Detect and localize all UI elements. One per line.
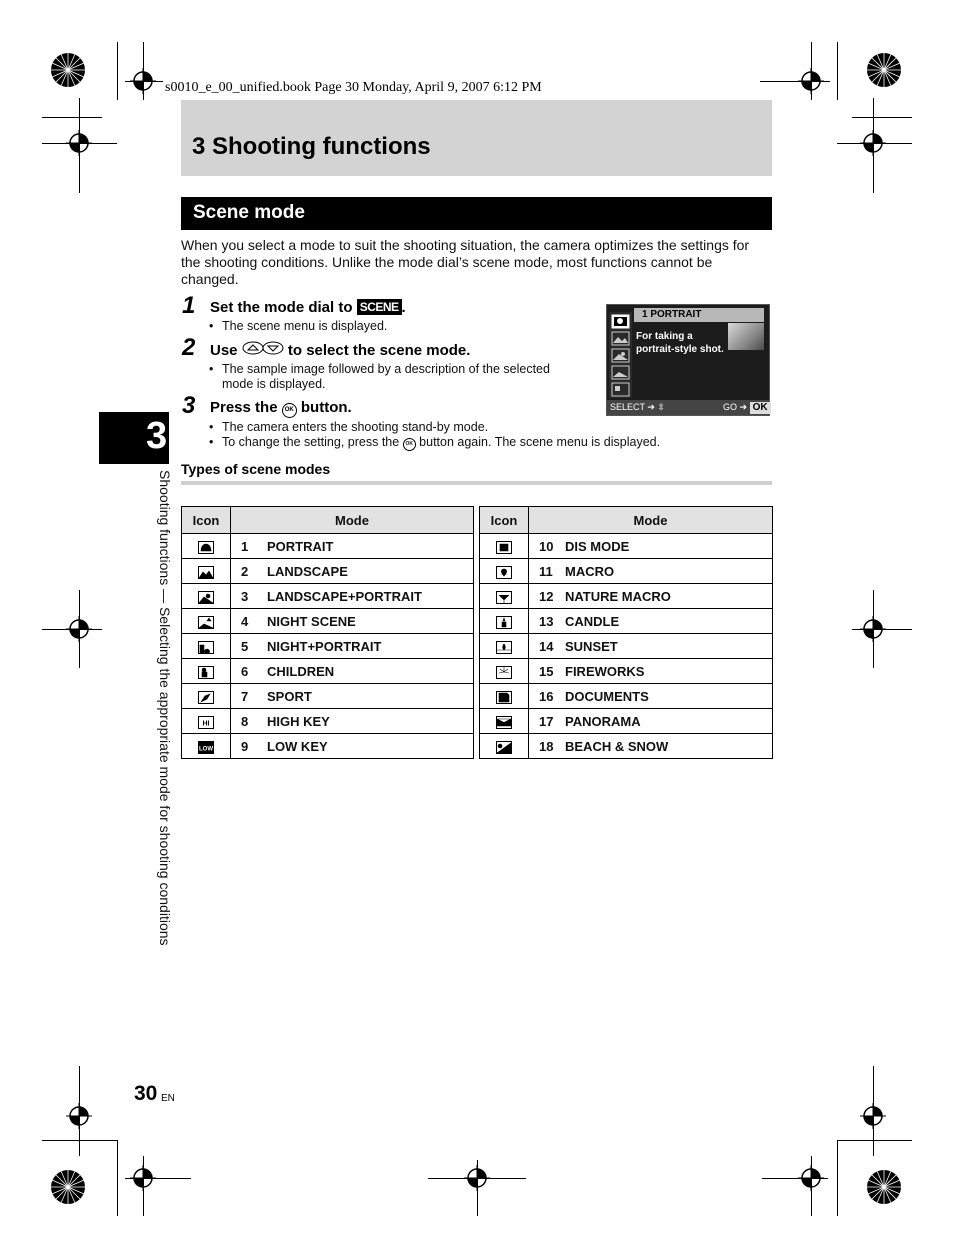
mode-cell xyxy=(231,534,474,559)
mode-name: LANDSCAPE+PORTRAIT xyxy=(267,588,422,604)
step-3-instruction xyxy=(210,399,352,418)
icon-column-header: Icon xyxy=(182,507,231,534)
step-1-instruction xyxy=(210,299,406,316)
table-row xyxy=(480,609,773,634)
icon-cell xyxy=(182,534,231,559)
up-down-arrow-buttons-icon xyxy=(242,341,284,355)
mode-number: 6 xyxy=(241,663,249,679)
icon-text: HI xyxy=(202,720,210,728)
mode-number: 3 xyxy=(241,588,249,604)
registration-wheel-icon xyxy=(50,1169,86,1205)
mode-number: 5 xyxy=(241,638,249,654)
landscape-portrait-icon xyxy=(198,591,214,604)
crosshair-icon xyxy=(130,68,156,94)
mode-cell xyxy=(231,584,474,609)
mode-cell xyxy=(529,584,773,609)
mode-name: FIREWORKS xyxy=(565,663,645,679)
icon-cell xyxy=(480,684,529,709)
page-language: EN xyxy=(161,1093,175,1104)
mode-number: 8 xyxy=(241,713,249,729)
mode-number: 14 xyxy=(539,638,554,654)
step-number: 1 xyxy=(182,292,196,319)
registration-wheel-icon xyxy=(866,52,902,88)
mode-number: 17 xyxy=(539,713,554,729)
scene-mode-badge: SCENE xyxy=(357,299,402,315)
mode-cell xyxy=(529,734,773,759)
page-number: 30 xyxy=(134,1082,158,1105)
ok-button-icon: OK xyxy=(403,438,416,451)
step-number: 2 xyxy=(182,334,196,361)
sunset-icon xyxy=(496,641,512,654)
lcd-ok-label: OK xyxy=(750,402,771,414)
table-row xyxy=(480,659,773,684)
icon-cell xyxy=(182,734,231,759)
mode-cell xyxy=(231,684,474,709)
nature-macro-icon xyxy=(496,591,512,604)
mode-cell xyxy=(231,559,474,584)
mode-cell xyxy=(231,609,474,634)
mode-number: 10 xyxy=(539,538,554,554)
crosshair-icon xyxy=(860,1103,886,1129)
bullet-text: button again. The scene menu is displayed. xyxy=(419,435,661,449)
icon-column-header: Icon xyxy=(480,507,529,534)
crosshair-icon xyxy=(860,130,886,156)
table-row xyxy=(182,709,474,734)
icon-cell xyxy=(480,709,529,734)
step-3-bullet-2 xyxy=(222,435,660,451)
mode-cell xyxy=(231,634,474,659)
lcd-select-hint xyxy=(610,401,665,414)
step-text: Use xyxy=(210,342,238,359)
mode-name: CHILDREN xyxy=(267,663,335,679)
table-row xyxy=(182,659,474,684)
section-title: Scene mode xyxy=(193,202,305,223)
mode-column-header: Mode xyxy=(231,507,474,534)
table-row xyxy=(182,684,474,709)
types-heading: Types of scene modes xyxy=(181,461,331,477)
table-row xyxy=(182,559,474,584)
portrait-sample-photo xyxy=(728,323,764,350)
step-2-instruction xyxy=(210,341,470,359)
mode-name: DIS MODE xyxy=(565,538,630,554)
table-row xyxy=(480,684,773,709)
step-text: to select the scene mode. xyxy=(287,342,471,359)
mode-number: 16 xyxy=(539,688,554,704)
night-scene-icon xyxy=(198,616,214,629)
icon-cell xyxy=(182,609,231,634)
mode-cell xyxy=(529,559,773,584)
ok-button-icon: OK xyxy=(282,403,297,418)
icon-cell xyxy=(480,584,529,609)
panorama-icon xyxy=(496,716,512,729)
mode-name: DOCUMENTS xyxy=(565,688,649,704)
icon-cell xyxy=(480,634,529,659)
crosshair-icon xyxy=(66,130,92,156)
registration-wheel-icon xyxy=(50,52,86,88)
table-row xyxy=(480,734,773,759)
icon-cell xyxy=(182,634,231,659)
mode-name: LOW KEY xyxy=(267,738,328,754)
icon-cell xyxy=(480,659,529,684)
icon-cell xyxy=(182,684,231,709)
table-row xyxy=(182,634,474,659)
mode-name: MACRO xyxy=(565,563,615,579)
step-number: 3 xyxy=(182,392,196,419)
children-icon xyxy=(198,666,214,679)
scene-modes-table-right xyxy=(479,506,773,759)
scene-modes-table-left xyxy=(181,506,474,759)
mode-name: NIGHT SCENE xyxy=(267,613,356,629)
mode-name: HIGH KEY xyxy=(267,713,330,729)
table-row xyxy=(480,559,773,584)
mode-number: 9 xyxy=(241,738,249,754)
icon-cell xyxy=(480,559,529,584)
mode-cell xyxy=(529,609,773,634)
mode-name: SPORT xyxy=(267,688,312,704)
lcd-select-label: SELECT xyxy=(610,402,645,412)
icon-cell xyxy=(480,534,529,559)
mode-number: 11 xyxy=(539,563,553,579)
step-1-bullet: • The scene menu is displayed. xyxy=(222,319,387,334)
table-row xyxy=(480,709,773,734)
crosshair-icon xyxy=(860,616,886,642)
chapter-vertical-label: Shooting functions — Selecting the appropriate mode for shooting conditions xyxy=(157,470,173,946)
mode-name: PORTRAIT xyxy=(267,538,334,554)
mode-number: 15 xyxy=(539,663,554,679)
sport-icon xyxy=(198,691,214,704)
icon-cell xyxy=(182,659,231,684)
portrait-icon xyxy=(198,541,214,554)
mode-name: PANORAMA xyxy=(565,713,641,729)
mode-cell xyxy=(231,709,474,734)
mode-column-header: Mode xyxy=(529,507,773,534)
table-row xyxy=(480,584,773,609)
table-row xyxy=(182,734,474,759)
table-row xyxy=(480,634,773,659)
file-header: s0010_e_00_unified.book Page 30 Monday, April 9, 2007 6:12 PM xyxy=(165,80,542,95)
heading-rule xyxy=(181,481,772,485)
arrow-right-icon: ➔ xyxy=(739,402,748,412)
fireworks-icon xyxy=(496,666,512,679)
mode-name: SUNSET xyxy=(565,638,618,654)
chapter-title: 3 Shooting functions xyxy=(192,133,431,160)
lcd-scene-header: 1 PORTRAIT xyxy=(634,308,764,322)
step-text: Set the mode dial to xyxy=(210,299,353,316)
icon-cell xyxy=(182,559,231,584)
lcd-scene-description: For taking a portrait-style shot. xyxy=(636,331,724,355)
mode-cell xyxy=(529,709,773,734)
bullet-text: To change the setting, press the xyxy=(222,435,400,449)
mode-number: 7 xyxy=(241,688,249,704)
mode-cell xyxy=(529,684,773,709)
mode-cell xyxy=(231,659,474,684)
mode-cell xyxy=(231,734,474,759)
chapter-tab-number: 3 xyxy=(146,415,168,457)
mode-name: LANDSCAPE xyxy=(267,563,348,579)
mode-number: 2 xyxy=(241,563,249,579)
crosshair-icon xyxy=(66,616,92,642)
beach-snow-icon xyxy=(496,741,512,754)
mode-number: 13 xyxy=(539,613,554,629)
step-text: Press the xyxy=(210,399,278,416)
mode-number: 1 xyxy=(241,538,249,554)
landscape-icon xyxy=(198,566,214,579)
icon-cell xyxy=(182,709,231,734)
icon-cell xyxy=(480,609,529,634)
lcd-go-label: GO xyxy=(723,402,738,412)
macro-icon xyxy=(496,566,512,579)
arrow-right-icon: ➔ xyxy=(647,402,655,412)
mode-cell xyxy=(529,659,773,684)
icon-text: LOW xyxy=(199,746,213,753)
documents-icon xyxy=(496,691,512,704)
intro-paragraph: When you select a mode to suit the shooting situation, the camera optimizes the settings for the shooting conditions. Unlike the mode dial’s scene mode, most functions cannot be changed. xyxy=(181,237,750,287)
registration-wheel-icon xyxy=(866,1169,902,1205)
step-text: button. xyxy=(300,399,352,416)
step-3-bullet: • The camera enters the shooting stand-by mode. xyxy=(222,420,488,435)
crosshair-icon xyxy=(798,1165,824,1191)
mode-number: 4 xyxy=(241,613,249,629)
table-row xyxy=(182,534,474,559)
table-row xyxy=(182,584,474,609)
low-key-icon xyxy=(198,741,214,754)
icon-cell xyxy=(480,734,529,759)
icon-cell xyxy=(182,584,231,609)
step-text: . xyxy=(401,299,406,316)
table-row xyxy=(182,609,474,634)
mode-name: BEACH & SNOW xyxy=(565,738,669,754)
dis-mode-icon xyxy=(496,541,512,554)
table-row xyxy=(480,534,773,559)
night-portrait-icon xyxy=(198,641,214,654)
crosshair-icon xyxy=(130,1165,156,1191)
crosshair-icon xyxy=(66,1103,92,1129)
mode-name: CANDLE xyxy=(565,613,620,629)
high-key-icon xyxy=(198,716,214,729)
crosshair-icon xyxy=(464,1165,490,1191)
mode-name: NATURE MACRO xyxy=(565,588,671,604)
crosshair-icon xyxy=(798,68,824,94)
mode-name: NIGHT+PORTRAIT xyxy=(267,638,382,654)
candle-icon xyxy=(496,616,512,629)
mode-number: 18 xyxy=(539,738,554,754)
step-2-bullet: • The sample image followed by a description of the selected mode is displayed. xyxy=(222,362,582,392)
mode-cell xyxy=(529,534,773,559)
mode-cell xyxy=(529,634,773,659)
lcd-go-hint xyxy=(723,401,771,414)
scene-icon-strip xyxy=(609,312,632,398)
up-down-icon: ⇳ xyxy=(657,402,665,412)
mode-number: 12 xyxy=(539,588,554,604)
